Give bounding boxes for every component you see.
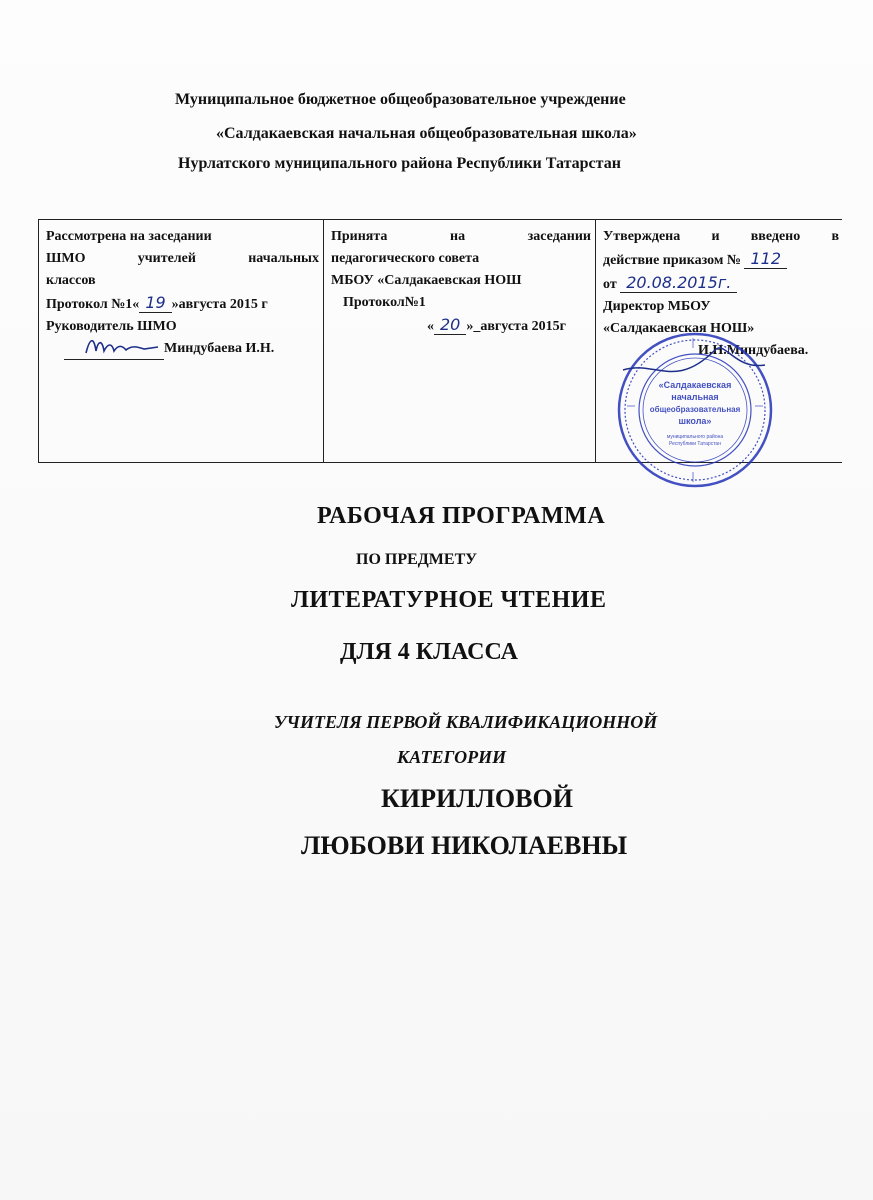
col2-date-month: »_августа 2015г — [466, 319, 566, 334]
col1-protocol-line — [46, 292, 319, 316]
title-teacher-category-2: КАТЕГОРИИ — [397, 747, 507, 767]
col1-line-3: классов — [46, 273, 96, 288]
svg-text:Республики Татарстан: Республики Татарстан — [669, 441, 721, 447]
title-subject: ЛИТЕРАТУРНОЕ ЧТЕНИЕ — [291, 587, 607, 613]
col1-protocol-label: Протокол №1« — [46, 297, 140, 312]
col1-protocol-day: 19 — [139, 293, 171, 313]
col3-date-value: 20.08.2015г. — [620, 273, 737, 293]
title-grade: ДЛЯ 4 КЛАССА — [340, 639, 518, 665]
seal-graphic — [615, 330, 775, 490]
title-teacher-name: ЛЮБОВИ НИКОЛАЕВНЫ — [301, 831, 628, 860]
col2-line-2: педагогического совета — [331, 251, 480, 266]
col3-line-1 — [603, 226, 839, 248]
title-by-subject: ПО ПРЕДМЕТУ — [356, 551, 477, 568]
header-line-3: Нурлатского муниципального района Республики Татарстан — [178, 155, 621, 172]
col1-line-1: Рассмотрена на заседании — [46, 229, 212, 244]
col2-date-open: « — [427, 319, 434, 334]
col2-line-3: МБОУ «Салдакаевская НОШ — [331, 273, 522, 288]
col3-line-5: «Салдакаевская НОШ» — [603, 321, 755, 336]
col3-date-label: от — [603, 277, 617, 292]
title-teacher-surname: КИРИЛЛОВОЙ — [381, 784, 573, 813]
col1-head-name: Миндубаева И.Н. — [164, 341, 275, 356]
col2-word-accepted: Принята — [331, 229, 388, 244]
header-line-1: Муниципальное бюджетное общеобразовательное учреждение — [175, 91, 626, 108]
approval-col-council — [324, 220, 596, 462]
col1-word-teachers: учителей — [137, 251, 196, 266]
svg-text:«Салдакаевская: «Салдакаевская — [658, 380, 732, 390]
svg-text:школа»: школа» — [678, 416, 712, 426]
svg-text:общеобразовательная: общеобразовательная — [649, 405, 741, 414]
svg-text:муниципального района: муниципального района — [666, 434, 724, 440]
col3-order-line — [603, 248, 839, 272]
approval-col-shmo — [39, 220, 324, 462]
col2-line-1 — [331, 226, 591, 248]
col1-signature-line — [46, 338, 319, 360]
svg-text:начальная: начальная — [671, 392, 719, 402]
header-line-2: «Салдакаевская начальная общеобразовательная школа» — [216, 125, 637, 142]
col3-line-4: Директор МБОУ — [603, 299, 711, 314]
col3-word-introduced: введено — [750, 229, 801, 244]
col1-protocol-month: »августа 2015 г — [171, 297, 268, 312]
col3-order-label: действие приказом № — [603, 253, 741, 268]
col2-date-day: 20 — [434, 315, 466, 335]
col1-word-shmo: ШМО — [46, 251, 86, 266]
signature-mark — [64, 339, 164, 360]
col3-word-in: в — [831, 229, 839, 244]
col1-word-primary: начальных — [248, 251, 319, 266]
col2-line-4: Протокол№1 — [343, 295, 426, 310]
col3-line-6: И.Н.Миндубаева. — [698, 343, 809, 358]
col2-date-line — [331, 314, 591, 338]
col1-line-2 — [46, 248, 319, 270]
official-seal — [615, 330, 775, 490]
title-teacher-category-1: УЧИТЕЛЯ ПЕРВОЙ КВАЛИФИКАЦИОННОЙ — [274, 712, 658, 732]
col3-order-number: 112 — [744, 249, 787, 269]
col2-word-meeting: заседании — [527, 229, 591, 244]
title-work-program: РАБОЧАЯ ПРОГРАММА — [317, 503, 606, 529]
col3-word-approved: Утверждена — [603, 229, 681, 244]
col3-word-and: и — [711, 229, 720, 244]
col2-word-at: на — [450, 229, 466, 244]
col1-line-5: Руководитель ШМО — [46, 319, 177, 334]
col3-date-line — [603, 272, 839, 296]
